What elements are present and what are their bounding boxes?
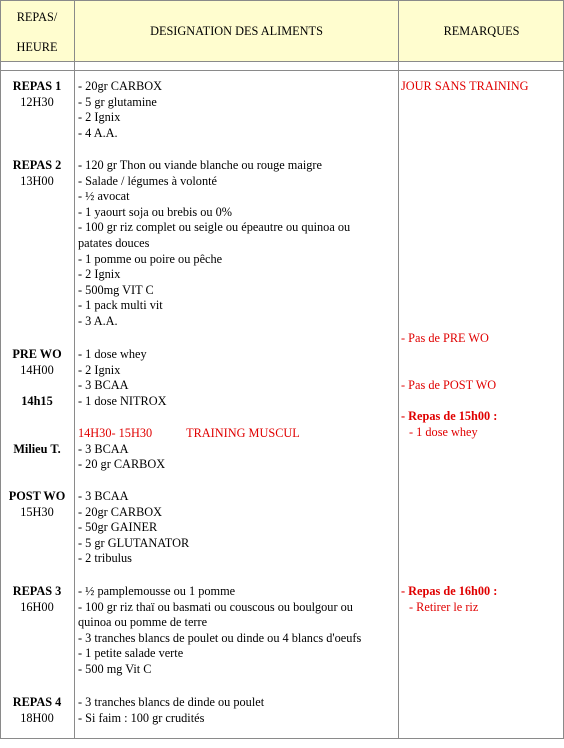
food-item: - 20gr CARBOX [78, 79, 163, 93]
meal-time: 16H00 [20, 599, 54, 614]
meal-name: PRE WO [12, 347, 62, 361]
food-item: - 3 BCAA [78, 441, 129, 456]
food-item: - 1 dose whey [78, 347, 147, 361]
food-item: - 2 Ignix [78, 267, 121, 282]
food-item: - 3 BCAA [78, 489, 129, 503]
header-time-label: HEURE [16, 40, 58, 54]
meal-time: 18H00 [20, 710, 54, 725]
food-item: - 2 tribulus [78, 551, 132, 566]
training-label: TRAINING MUSCUL [186, 426, 300, 440]
training-time: 14H30- 15H30 [78, 426, 153, 440]
meal-time: 12H30 [20, 94, 54, 109]
meal-time: 13H00 [20, 173, 54, 188]
food-item: - 3 tranches blancs de poulet ou dinde ou 4 blancs d'oeufs [78, 630, 362, 645]
food-item: - 100 gr riz thaï ou basmati ou couscous ou boulgour ou [78, 599, 353, 614]
remark: JOUR SANS TRAINING [401, 79, 529, 93]
food-item: - 3 tranches blancs de dinde ou poulet [78, 695, 265, 709]
header-designation [75, 0, 398, 61]
food-item: - 3 BCAA [78, 378, 129, 393]
header-designation-label: DESIGNATION DES ALIMENTS [150, 24, 323, 38]
table-header [0, 0, 564, 61]
food-item: - 1 petite salade verte [78, 646, 184, 661]
food-item: - ½ pamplemousse ou 1 pomme [78, 584, 236, 598]
grid-line-bottom [0, 738, 564, 739]
food-item: - 20 gr CARBOX [78, 457, 166, 472]
food-item: patates douces [78, 235, 150, 250]
meal-time: 14H00 [20, 362, 54, 377]
header-remarks [399, 0, 564, 61]
remark: - Pas de POST WO [401, 377, 497, 392]
food-item: - 100 gr riz complet ou seigle ou épeautre ou quinoa ou [78, 220, 351, 235]
training-line [78, 426, 396, 442]
grid-line-col1 [74, 0, 75, 739]
remark: - Pas de PRE WO [401, 331, 489, 345]
food-item: - 4 A.A. [78, 125, 118, 140]
remark: - Retirer le riz [409, 599, 479, 614]
food-item: - 20gr CARBOX [78, 504, 163, 519]
meal-name: POST WO [8, 489, 66, 503]
food-item: - Salade / légumes à volonté [78, 173, 217, 188]
remark: - Repas de 15h00 : [401, 408, 498, 423]
food-item: - 500mg VIT C [78, 282, 154, 297]
food-item: - 2 Ignix [78, 362, 121, 377]
food-item: - 1 pack multi vit [78, 298, 163, 313]
grid-line-body-top [0, 70, 564, 71]
food-item: - 5 gr glutamine [78, 94, 157, 109]
food-item: - 1 yaourt soja ou brebis ou 0% [78, 204, 233, 219]
meal-name: Milieu T. [13, 441, 61, 456]
meal-time: 15H30 [20, 504, 54, 519]
grid-line-top [0, 0, 564, 1]
food-item: - 1 dose NITROX [78, 393, 167, 408]
meal-name: REPAS 3 [12, 584, 62, 598]
food-item: - 1 pomme ou poire ou pêche [78, 251, 223, 266]
food-item: - 2 Ignix [78, 110, 121, 125]
meal-time-alt: 14h15 [21, 393, 53, 408]
food-item: - ½ avocat [78, 189, 130, 204]
food-item: - 3 A.A. [78, 313, 118, 328]
remark: - Repas de 16h00 : [401, 584, 498, 598]
food-item: - 120 gr Thon ou viande blanche ou rouge maigre [78, 158, 322, 172]
food-item: - 5 gr GLUTANATOR [78, 535, 190, 550]
meal-name: REPAS 2 [12, 158, 62, 172]
food-item: quinoa ou pomme de terre [78, 615, 208, 630]
header-remarks-label: REMARQUES [443, 24, 520, 38]
remark: - 1 dose whey [409, 424, 478, 439]
header-meal-time [0, 0, 74, 61]
grid-line-header-bottom [0, 61, 564, 62]
meal-name: REPAS 1 [12, 79, 62, 93]
food-item: - 500 mg Vit C [78, 661, 152, 676]
header-meal-label: REPAS/ [16, 10, 58, 24]
food-item: - Si faim : 100 gr crudités [78, 710, 205, 725]
grid-line-col2 [398, 0, 399, 739]
food-item: - 50gr GAINER [78, 520, 158, 535]
meal-name: REPAS 4 [12, 695, 62, 709]
